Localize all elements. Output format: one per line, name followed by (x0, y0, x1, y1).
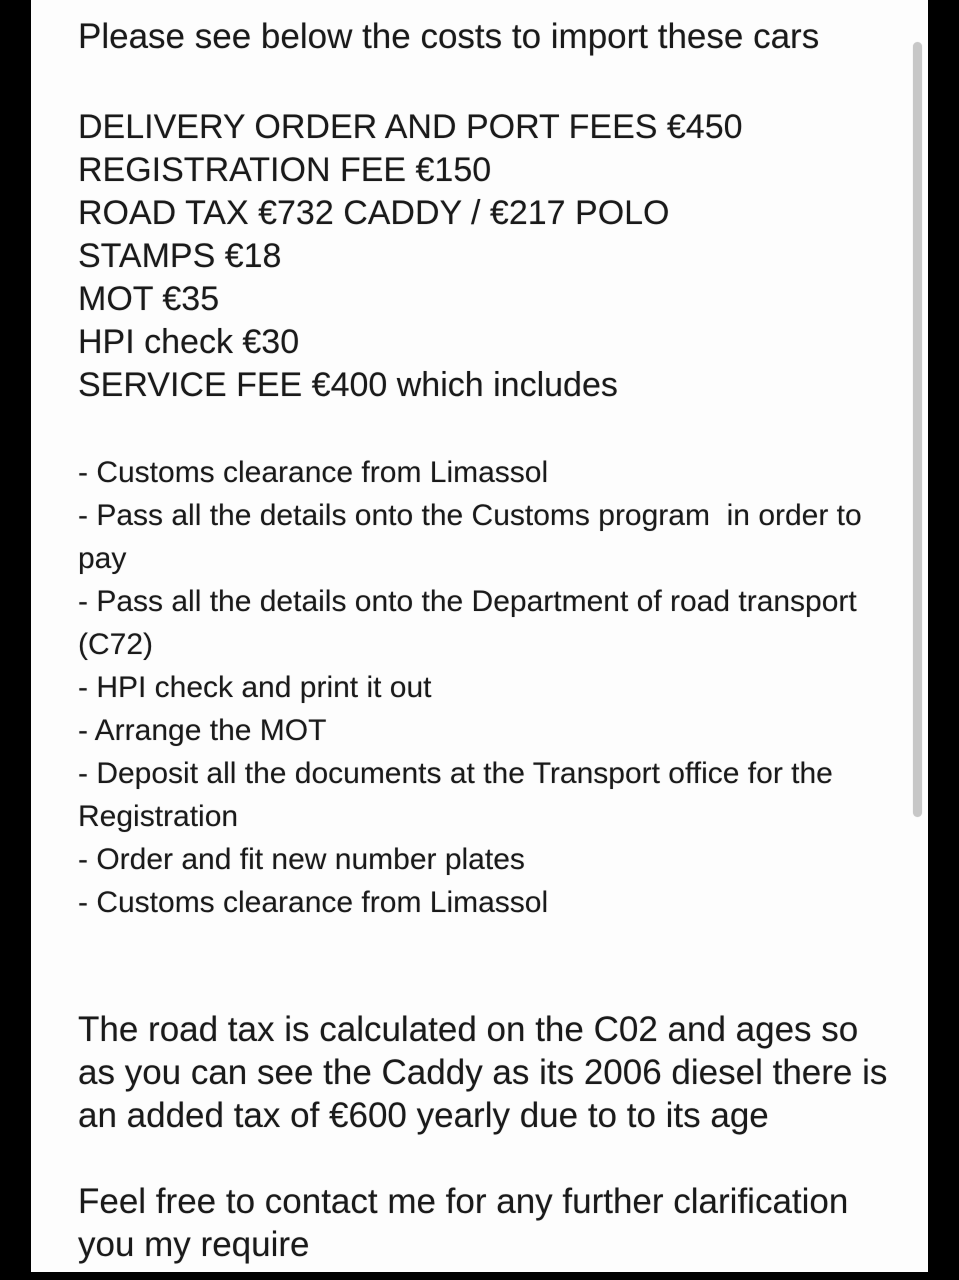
service-item-line: - Deposit all the documents at the Transport office for the (78, 757, 833, 790)
road-tax-note-line: an added tax of €600 yearly due to to its age (78, 1096, 769, 1135)
letterbox-left-bar (0, 0, 31, 1280)
closing-line: you my require (78, 1225, 310, 1264)
road-tax-note-paragraph (78, 1008, 888, 1137)
road-tax-note-line: The road tax is calculated on the C02 and ages so (78, 1010, 859, 1049)
fees-list (78, 106, 878, 407)
service-item-line: - Pass all the details onto the Customs program in order to (78, 499, 862, 532)
service-item-line: - Customs clearance from Limassol (78, 886, 549, 919)
fee-line: REGISTRATION FEE €150 (78, 151, 492, 189)
fee-line: HPI check €30 (78, 323, 300, 361)
fee-line: STAMPS €18 (78, 237, 282, 275)
closing-line: Feel free to contact me for any further clarification (78, 1182, 849, 1221)
closing-paragraph (78, 1180, 878, 1266)
service-item-line: - Pass all the details onto the Department of road transport (78, 585, 857, 618)
road-tax-note-line: as you can see the Caddy as its 2006 diesel there is (78, 1053, 888, 1092)
fee-line: DELIVERY ORDER AND PORT FEES €450 (78, 108, 743, 146)
service-item-line: - Order and fit new number plates (78, 843, 525, 876)
letterbox-right-bar (928, 0, 959, 1280)
intro-line: Please see below the costs to import these cars (78, 17, 820, 56)
intro-paragraph (78, 15, 878, 58)
service-item-line: - HPI check and print it out (78, 671, 432, 704)
vertical-scrollbar-thumb[interactable] (913, 42, 922, 817)
service-item-line: (C72) (78, 628, 154, 661)
fee-line: SERVICE FEE €400 which includes (78, 366, 618, 404)
fee-line: MOT €35 (78, 280, 220, 318)
letterbox-bottom-bar (0, 1272, 959, 1280)
fee-line: ROAD TAX €732 CADDY / €217 POLO (78, 194, 670, 232)
service-item-line: Registration (78, 800, 239, 833)
service-item-line: pay (78, 542, 127, 575)
service-includes-list (78, 451, 878, 924)
service-item-line: - Customs clearance from Limassol (78, 456, 549, 489)
service-item-line: - Arrange the MOT (78, 714, 327, 747)
